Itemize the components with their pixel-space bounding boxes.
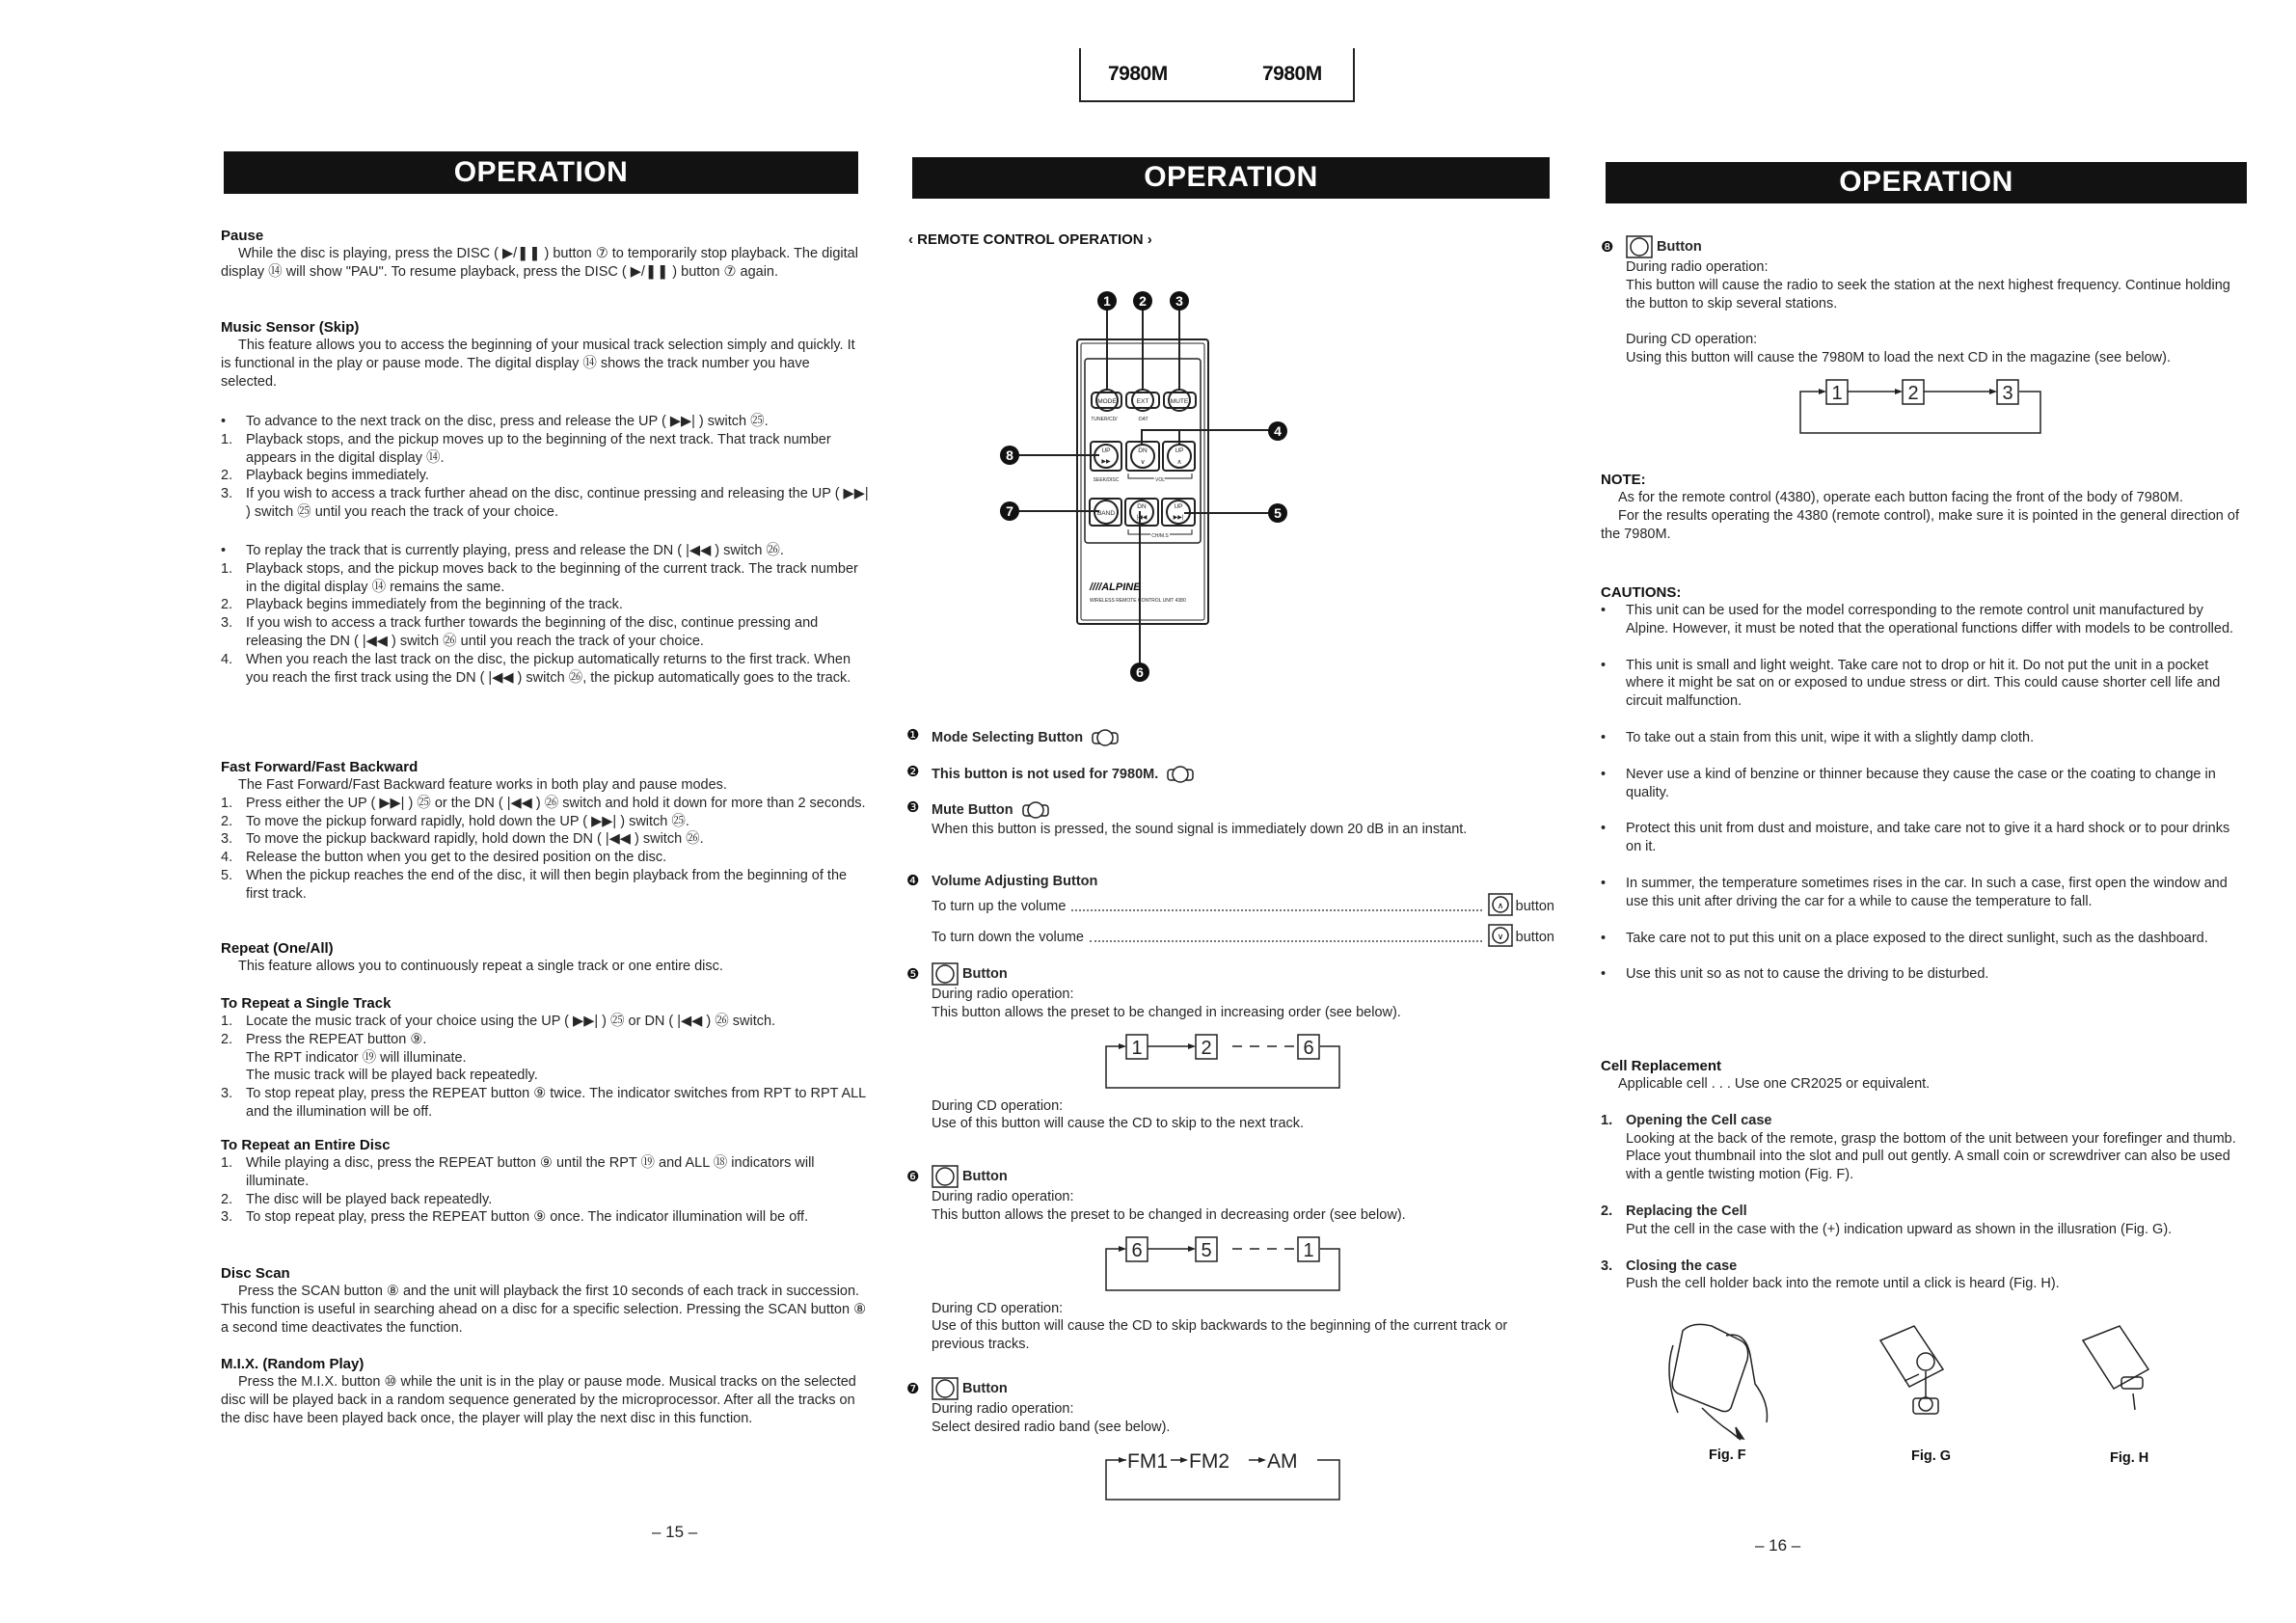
- figure-f-label: Fig. F: [1709, 1447, 1746, 1463]
- section-text: While the disc is playing, press the DISC ( ▶/❚❚ ) button ⑦ to temporarily stop playback. The digital display ⑭ will show "PAU". To resume playback, press the DISC ( ▶/❚❚ ) button ⑦ again.: [221, 246, 858, 280]
- svg-text:1: 1: [1131, 1037, 1143, 1059]
- svg-text:∨: ∨: [1140, 459, 1146, 466]
- item-volume-button: ❹ Volume Adjusting Button To turn up the volume ∧ button To turn down the volume ∨ button: [906, 873, 1554, 945]
- section-title: Disc Scan: [221, 1265, 290, 1282]
- section-text: Press the M.I.X. button ⑩ while the unit is in the play or pause mode. Musical tracks on the selected disc will be played back in a random sequence generated by the microprocessor. After all the tracks on the disc have been played back once, the player will play the next disc in this function.: [221, 1374, 856, 1426]
- svg-text:1: 1: [1303, 1239, 1314, 1261]
- vol-up-button-icon: [1488, 893, 1513, 916]
- band-button-label: BAND: [1096, 510, 1116, 517]
- figure-f-illustration: [1659, 1316, 1794, 1447]
- svg-text:▶▶: ▶▶: [1101, 459, 1111, 465]
- disc-scan-section: [221, 1264, 869, 1337]
- figure-g-illustration: [1871, 1321, 1986, 1437]
- cell-replacement-section: Cell Replacement Applicable cell . . . Use one CR2025 or equivalent. 1. Opening the Cell case Looking at the back of the remote, grasp the bottom of the unit between your forefinger and thumb. Place yout thumbnail into the slot and pull out gently. A small coin or screwdriver can also be used with a gentle twisting motion (Fig. F). 2. Replacing the Cell Put the cell in the case with the (+) indication upward as shown in the illusration (Fig. G). 3. Closing the case Push the cell holder back into the remote until a click is heard (Fig. H).: [1601, 1057, 2245, 1293]
- vol-label: VOL: [1154, 477, 1166, 483]
- item-mode-button: ❶ Mode Selecting Button: [906, 727, 1554, 748]
- band-button-icon: [932, 1377, 959, 1400]
- list-item: • This unit is small and light weight. Take care not to drop or hit it. Do not put the unit in a pocket where it might be sat on or exposed to undue stress or dirt. This could cause shorter cell life and circuit malfunction.: [1601, 657, 2221, 710]
- list-item: 5. When the pickup reaches the end of the disc, it will then begin playback from the beginning of the first track.: [221, 867, 848, 902]
- svg-text:2: 2: [1201, 1037, 1212, 1059]
- section-title: To Repeat an Entire Disc: [221, 1137, 391, 1153]
- svg-text:FM2: FM2: [1189, 1449, 1229, 1473]
- cell-step: 2. Replacing the Cell Put the cell in the case with the (+) indication upward as shown in the illusration (Fig. G).: [1601, 1203, 2173, 1237]
- list-item: 1. Press either the UP ( ▶▶| ) ㉕ or the DN ( |◀◀ ) ㉖ switch and hold it down for more than 2 seconds.: [221, 795, 866, 811]
- magazine-flow-diagram: [1797, 375, 2048, 437]
- item-ext-button: ❷ This button is not used for 7980M.: [906, 764, 1554, 785]
- list-item: 2. To move the pickup forward rapidly, hold down the UP ( ▶▶| ) switch ㉕.: [221, 813, 689, 829]
- figure-h-label: Fig. H: [2110, 1450, 2149, 1466]
- list-item: • Use this unit so as not to cause the driving to be disturbed.: [1601, 966, 1989, 983]
- list-item: 3. If you wish to access a track further ahead on the disc, continue pressing and releasing the UP ( ▶▶| ) switch ㉕ until you reach the track of your choice.: [221, 486, 869, 520]
- vol-up-label: UP: [1175, 447, 1184, 454]
- page-number-15: – 15 –: [652, 1523, 698, 1541]
- ch-ms-label: CH/M.S: [1151, 533, 1169, 539]
- svg-text:2: 2: [1907, 382, 1919, 404]
- note-section: NOTE: As for the remote control (4380), operate each button facing the front of the body of 7980M. For the results operating the 4380 (remote control), make sure it is pointed in the general direction of the 7980M.: [1601, 471, 2245, 543]
- item-seek-button: ❽ Button During radio operation: This button will cause the radio to seek the station at the next highest frequency. Continue holding the button to skip several stations. During CD operation: Using this button will cause the 7980M to load the next CD in the magazine (see below). 1 2 3: [1601, 235, 2245, 437]
- section-title: To Repeat a Single Track: [221, 995, 392, 1012]
- vol-dn-label: DN: [1138, 447, 1148, 454]
- list-item: • To take out a stain from this unit, wipe it with a slightly damp cloth.: [1601, 729, 2035, 745]
- section-title: Repeat (One/All): [221, 940, 334, 957]
- section-title: Music Sensor (Skip): [221, 319, 360, 336]
- seek-up-label: UP: [1101, 447, 1111, 454]
- section-text: Press the SCAN button ⑧ and the unit will playback the first 10 seconds of each track in succession. This function is useful in searching ahead on a disc for a specific selection. Pressing the SCAN button ⑧ a second time deactivates the function.: [221, 1284, 867, 1336]
- operation-header-left: OPERATION: [224, 151, 858, 194]
- list-item: 1. Locate the music track of your choice using the UP ( ▶▶| ) ㉕ or DN ( |◀◀ ) ㉖ switch.: [221, 1014, 776, 1029]
- callout-label: 8: [1006, 447, 1013, 463]
- section-text: This feature allows you to continuously repeat a single track or one entire disc.: [238, 959, 723, 974]
- list-item: 3. To stop repeat play, press the REPEAT button ⑨ once. The indicator illumination will be off.: [221, 1209, 809, 1226]
- ext-sub-label: ·DAT: [1137, 417, 1148, 422]
- ext-button-icon: [1166, 764, 1195, 785]
- mode-sub-label: TUNER/CD/: [1091, 417, 1118, 422]
- list-item: • Take care not to put this unit on a place exposed to the direct sunlight, such as the dashboard.: [1601, 930, 2208, 946]
- preset-increasing-flow-diagram: [1103, 1030, 1344, 1092]
- callout-label: 6: [1136, 664, 1144, 680]
- fast-forward-section: [221, 758, 869, 904]
- section-title: M.I.X. (Random Play): [221, 1356, 365, 1372]
- section-title: Pause: [221, 228, 264, 244]
- callout-label: 2: [1139, 293, 1147, 309]
- page-number-16: – 16 –: [1755, 1536, 1801, 1555]
- advance-list: [221, 413, 869, 522]
- svg-text:∨: ∨: [1497, 931, 1503, 941]
- svg-text:∧: ∧: [1497, 900, 1503, 910]
- list-item: 1. Playback stops, and the pickup moves back to the beginning of the current track. The track number in the digital display ⑭ remains the same.: [221, 560, 858, 595]
- replay-list: [221, 542, 869, 687]
- svg-text:AM: AM: [1267, 1449, 1298, 1473]
- item-preset-up-button: ❺ Button During radio operation: This button allows the preset to be changed in increasing order (see below). 1 2 6 During CD operation: Use of this button will cause the CD to skip to the next track.: [906, 962, 1554, 1133]
- section-text: The Fast Forward/Fast Backward feature works in both play and pause modes.: [238, 777, 727, 793]
- model-label-left: 7980M: [1108, 63, 1168, 85]
- figure-g-label: Fig. G: [1911, 1448, 1952, 1464]
- vol-down-button-icon: [1488, 924, 1513, 947]
- preset-decreasing-flow-diagram: [1103, 1232, 1344, 1294]
- list-item: • Protect this unit from dust and moisture, and take care not to give it a hard shock or to pour drinks on it.: [1601, 821, 2230, 855]
- middle-column: [906, 0, 1554, 1623]
- mute-button-icon: [1021, 799, 1050, 821]
- operation-header-middle: OPERATION: [912, 157, 1550, 199]
- list-item: 1. While playing a disc, press the REPEAT button ⑨ until the RPT ⑲ and ALL ⑱ indicators will illuminate.: [221, 1155, 815, 1189]
- ext-button-label: EXT: [1136, 398, 1149, 405]
- preset-down-button-icon: [932, 1165, 959, 1188]
- list-item: • This unit can be used for the model corresponding to the remote control unit manufactured by Alpine. However, it must be noted that the operational functions differ with models to be controlled.: [1601, 603, 2234, 636]
- item-mute-button: ❸ Mute Button When this button is pressed, the sound signal is immediately down 20 dB in an instant.: [906, 799, 1468, 837]
- pause-section: [221, 227, 869, 282]
- repeat-single-section: [221, 994, 869, 1122]
- mix-section: [221, 1355, 869, 1427]
- seek-button-icon: [1626, 235, 1653, 258]
- figure-h-illustration: [2073, 1321, 2189, 1437]
- remote-model-text: WIRELESS REMOTE CONTROL UNIT 4380: [1090, 598, 1186, 604]
- list-item: • In summer, the temperature sometimes rises in the car. In such a case, first open the window and use this unit after driving the car for a while to cause the temperature to fall.: [1601, 875, 2228, 909]
- repeat-disc-section: [221, 1136, 869, 1227]
- cautions-title: CAUTIONS:: [1601, 584, 1682, 601]
- svg-text:|◀◀: |◀◀: [1136, 515, 1148, 521]
- list-item: • To replay the track that is currently playing, press and release the DN ( |◀◀ ) switch ㉖.: [221, 543, 784, 558]
- list-item: 1. Playback stops, and the pickup moves up to the beginning of the next track. That track number appears in the digital display ⑭.: [221, 431, 831, 466]
- callout-label: 5: [1274, 505, 1282, 521]
- list-item: • To advance to the next track on the disc, press and release the UP ( ▶▶| ) switch ㉕.: [221, 414, 769, 429]
- repeat-section: [221, 939, 869, 976]
- callout-label: 1: [1103, 293, 1111, 309]
- model-label-right: 7980M: [1262, 63, 1322, 85]
- svg-text:5: 5: [1201, 1239, 1212, 1261]
- svg-text:3: 3: [2002, 382, 2013, 404]
- mute-button-label: MUTE: [1170, 398, 1189, 405]
- list-item: • Never use a kind of benzine or thinner because they cause the case or the coating to change in quality.: [1601, 766, 2216, 800]
- mode-button-icon: [1091, 727, 1120, 748]
- callout-label: 3: [1175, 293, 1183, 309]
- cell-step: 1. Opening the Cell case Looking at the back of the remote, grasp the bottom of the unit between your forefinger and thumb. Place yout thumbnail into the slot and pull out gently. A small coin or screwdriver can also be used with a gentle twisting motion (Fig. F).: [1601, 1112, 2236, 1183]
- item-band-button: ❼ Button During radio operation: Select desired radio band (see below). FM1 FM2 AM: [906, 1377, 1554, 1504]
- note-title: NOTE:: [1601, 472, 1646, 488]
- list-item: 2. Press the REPEAT button ⑨. The RPT indicator ⑲ will illuminate. The music track will be played back repeatedly.: [221, 1031, 538, 1084]
- section-text: This feature allows you to access the beginning of your musical track selection simply and quickly. It is functional in the play or pause mode. The digital display ⑭ shows the track number you have selected.: [221, 338, 855, 390]
- svg-text:6: 6: [1303, 1037, 1314, 1059]
- ch-up-label: UP: [1174, 503, 1183, 510]
- cell-title: Cell Replacement: [1601, 1058, 1722, 1074]
- item-preset-down-button: ❻ Button During radio operation: This button allows the preset to be changed in decreasing order (see below). 6 5 1 During CD operation: Use of this button will cause the CD to skip backwards to the beginning of the current track or previous tracks.: [906, 1165, 1554, 1354]
- operation-header-right: OPERATION: [1606, 162, 2247, 203]
- mode-button-label: MODE: [1097, 398, 1117, 405]
- list-item: 3. If you wish to access a track further towards the beginning of the disc, continue pressing and releasing the DN ( |◀◀ ) switch ㉖ until you reach the track of your choice.: [221, 615, 819, 649]
- preset-up-button-icon: [932, 962, 959, 986]
- svg-text:▶▶|: ▶▶|: [1173, 515, 1184, 521]
- callout-label: 7: [1006, 503, 1013, 519]
- svg-text:1: 1: [1831, 382, 1843, 404]
- seek-disc-label: SEEK/DISC: [1093, 477, 1120, 483]
- list-item: 4. Release the button when you get to the desired position on the disc.: [221, 850, 667, 866]
- music-sensor-section: [221, 318, 869, 391]
- alpine-logo: ////ALPINE: [1090, 582, 1141, 593]
- list-item: 2. Playback begins immediately.: [221, 468, 429, 484]
- left-column: [221, 0, 869, 1623]
- list-item: 2. The disc will be played back repeatedly.: [221, 1191, 493, 1207]
- list-item: 3. To stop repeat play, press the REPEAT button ⑨ twice. The indicator switches from RPT to RPT ALL and the illumination will be off.: [221, 1086, 866, 1120]
- ch-dn-label: DN: [1137, 503, 1147, 510]
- callout-label: 4: [1274, 423, 1282, 439]
- cell-step: 3. Closing the case Push the cell holder back into the remote until a click is heard (Fig. H).: [1601, 1258, 2060, 1292]
- cautions-section: [1601, 583, 2245, 984]
- svg-text:6: 6: [1131, 1239, 1143, 1261]
- section-title: Fast Forward/Fast Backward: [221, 759, 419, 775]
- svg-text:FM1: FM1: [1127, 1449, 1168, 1473]
- list-item: 4. When you reach the last track on the disc, the pickup automatically returns to the first track. When you reach the first track using the DN ( |◀◀ ) switch ㉖, the pickup automatically goes to the track.: [221, 651, 851, 686]
- svg-text:∧: ∧: [1176, 459, 1182, 466]
- band-flow-diagram: [1103, 1447, 1344, 1504]
- list-item: 2. Playback begins immediately from the beginning of the track.: [221, 597, 623, 613]
- remote-section-title: ‹ REMOTE CONTROL OPERATION ›: [908, 231, 1152, 248]
- list-item: 3. To move the pickup backward rapidly, hold down the DN ( |◀◀ ) switch ㉖.: [221, 831, 704, 848]
